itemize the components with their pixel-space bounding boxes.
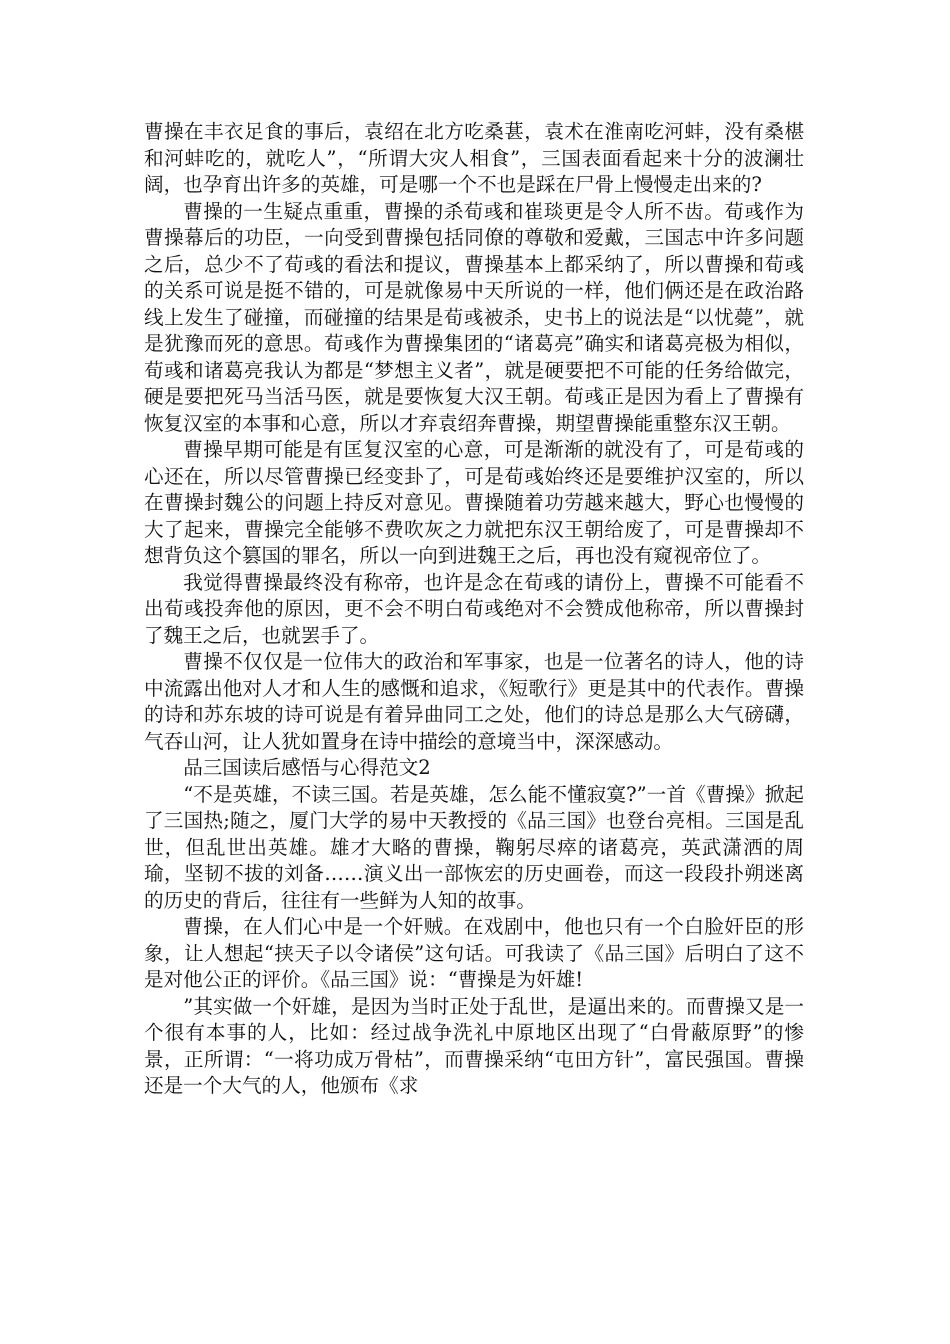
document-body	[144, 119, 804, 1100]
paragraph-hero-of-chaos: ”其实做一个奸雄，是因为当时正处于乱世，是逼出来的。而曹操又是一个很有本事的人，比如：经过战争洗礼中原地区出现了“白骨蔽原野”的惨景，正所谓：“一将功成万骨枯”，而曹操采纳“屯田方针”，富民强国。曹操还是一个大气的人，他颁布《求	[144, 994, 804, 1097]
paragraph-poet: 曹操不仅仅是一位伟大的政治和军事家，也是一位著名的诗人，他的诗中流露出他对人才和人生的感慨和追求，《短歌行》更是其中的代表作。曹操的诗和苏东坡的诗可说是有着异曲同工之处，他们的诗总是那么大气磅礴，气吞山河，让人犹如置身在诗中描绘的意境当中，深深感动。	[144, 650, 804, 753]
section-heading: 品三国读后感悟与心得范文2	[183, 756, 431, 779]
paragraph-xun-yu: 曹操的一生疑点重重，曹操的杀荀彧和崔琰更是令人所不齿。荀彧作为曹操幕后的功臣，一向受到曹操包括同僚的尊敬和爱戴，三国志中许多问题之后，总少不了荀彧的看法和提议，曹操基本上都采纳了，所以曹操和荀彧的关系可说是挺不错的，可是就像易中天所说的一样，他们俩还是在政治路线上发生了碰撞，而碰撞的结果是荀彧被杀，史书上的说法是“以忧薨”，就是犹豫而死的意思。荀彧作为曹操集团的“诸葛亮”确实和诸葛亮极为相似，荀彧和诸葛亮我认为都是“梦想主义者”，就是硬要把不可能的任务给做完，硬是要把死马当活马医，就是要恢复大汉王朝。荀彧正是因为看上了曹操有恢复汉室的本事和心意，所以才弃袁绍奔曹操，期望曹操能重整东汉王朝。	[144, 199, 804, 435]
paragraph-no-emperor: 我觉得曹操最终没有称帝，也许是念在荀彧的请份上，曹操不可能看不出荀彧投奔他的原因，更不会不明白荀彧绝对不会赞成他称帝，所以曹操封了魏王之后，也就罢手了。	[144, 570, 804, 647]
paragraph-villain-image: 曹操，在人们心中是一个奸贼。在戏剧中，他也只有一个白脸奸臣的形象，让人想起“挟天子以令诸侯”这句话。可我读了《品三国》后明白了这不是对他公正的评价。《品三国》说：“曹操是为奸雄!	[144, 915, 804, 991]
paragraph-heroes: “不是英雄，不读三国。若是英雄，怎么能不懂寂寞?”一首《曹操》掀起了三国热;随之，厦门大学的易中天教授的《品三国》也登台亮相。三国是乱世，但乱世出英雄。雄才大略的曹操，鞠躬尽瘁的诸葛亮，英武潇洒的周瑜，坚韧不拔的刘备……演义出一部恢宏的历史画卷，而这一段段扑朔迷离的历史的背后，往往有一些鲜为人知的故事。	[144, 782, 804, 912]
paragraph-han-restoration: 曹操早期可能是有匡复汉室的心意，可是渐渐的就没有了，可是荀彧的心还在，所以尽管曹操已经变卦了，可是荀彧始终还是要维护汉室的，所以在曹操封魏公的问题上持反对意见。曹操随着功劳越来越大，野心也慢慢的大了起来，曹操完全能够不费吹灰之力就把东汉王朝给废了，可是曹操却不想背负这个篡国的罪名，所以一向到进魏王之后，再也没有窥视帝位了。	[144, 438, 804, 567]
paragraph-cao-cao-famine: 曹操在丰衣足食的事后，袁绍在北方吃桑葚，袁术在淮南吃河蚌，没有桑椹和河蚌吃的，就吃人”，“所谓大灾人相食”，三国表面看起来十分的波澜壮阔，也孕育出许多的英雄，可是哪一个不也是踩在尸骨上慢慢走出来的?	[144, 120, 804, 196]
